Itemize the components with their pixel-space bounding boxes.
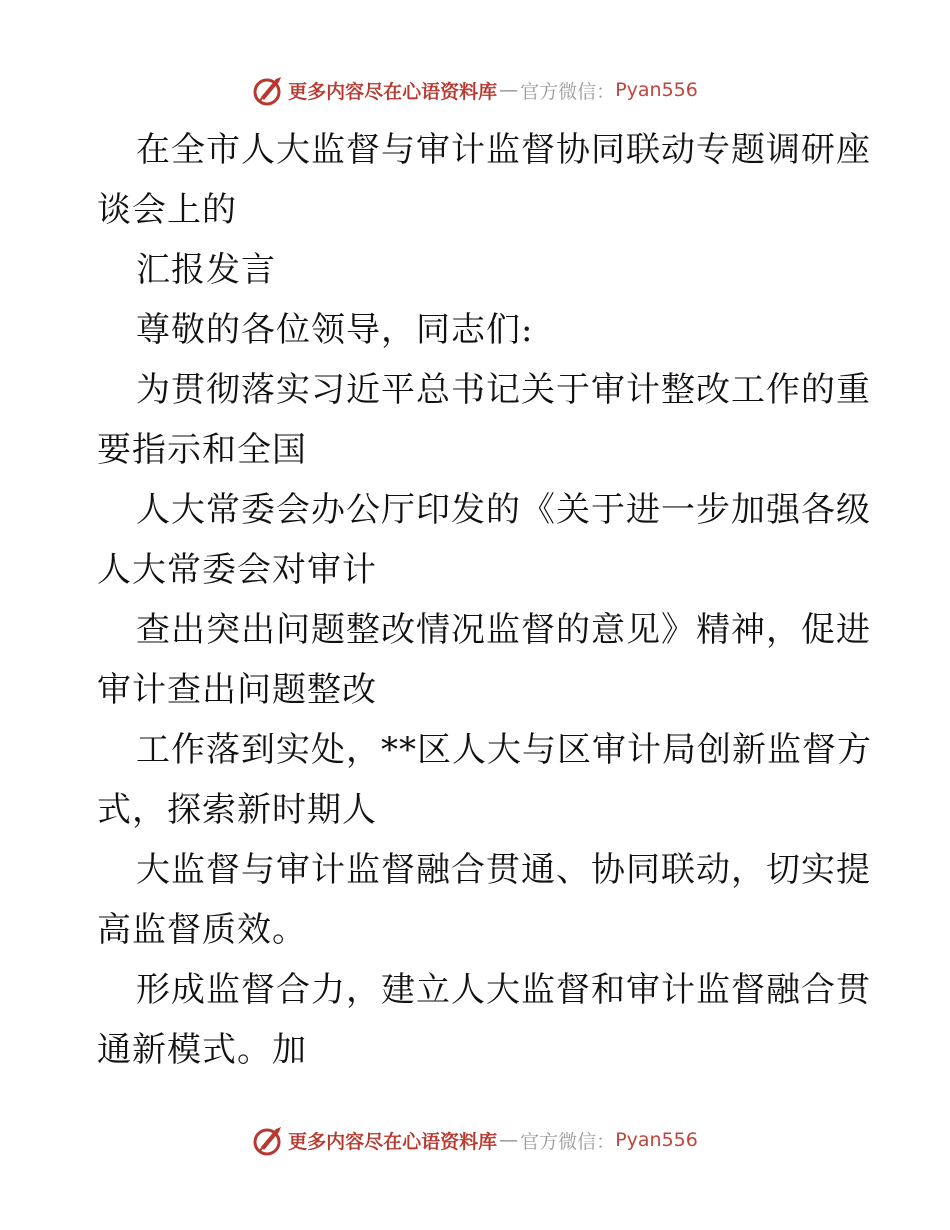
quill-logo-icon [252,1123,286,1157]
banner-separator: — [499,79,519,101]
text-line: 查出突出问题整改情况监督的意见》精神，促进 [136,610,871,650]
text-line: 汇报发言 [136,250,276,290]
header-banner [0,70,950,110]
banner-wechat-label: 官方微信： [520,80,616,103]
text-line: 式，探索新时期人 [97,790,377,830]
banner-site-text: 更多内容尽在心语资料库 [288,80,498,103]
text-line: 大监督与审计监督融合贯通、协同联动，切实提 [136,850,871,890]
text-line: 工作落到实处，**区人大与区审计局创新监督方 [136,730,872,770]
text-line: 人大常委会对审计 [97,550,377,590]
text-line: 通新模式。加 [97,1030,307,1070]
footer-banner [0,1120,950,1160]
text-line: 形成监督合力，建立人大监督和审计监督融合贯 [136,970,871,1010]
banner-site-text: 更多内容尽在心语资料库 [288,1130,498,1153]
text-line: 审计查出问题整改 [97,670,377,710]
banner-wechat-id: Pyan556 [615,1129,698,1151]
text-line: 尊敬的各位领导，同志们: [136,310,534,350]
quill-logo-icon [252,73,286,107]
text-line: 为贯彻落实习近平总书记关于审计整改工作的重 [136,370,871,410]
text-line: 高监督质效。 [97,910,307,950]
banner-separator: — [499,1129,519,1151]
banner-wechat-label: 官方微信： [520,1130,616,1153]
banner-wechat-id: Pyan556 [615,79,698,101]
text-line: 谈会上的 [97,190,237,230]
text-line: 要指示和全国 [97,430,307,470]
text-line: 在全市人大监督与审计监督协同联动专题调研座 [136,130,871,170]
document-body [97,120,872,1080]
text-line: 人大常委会办公厅印发的《关于进一步加强各级 [136,490,871,530]
